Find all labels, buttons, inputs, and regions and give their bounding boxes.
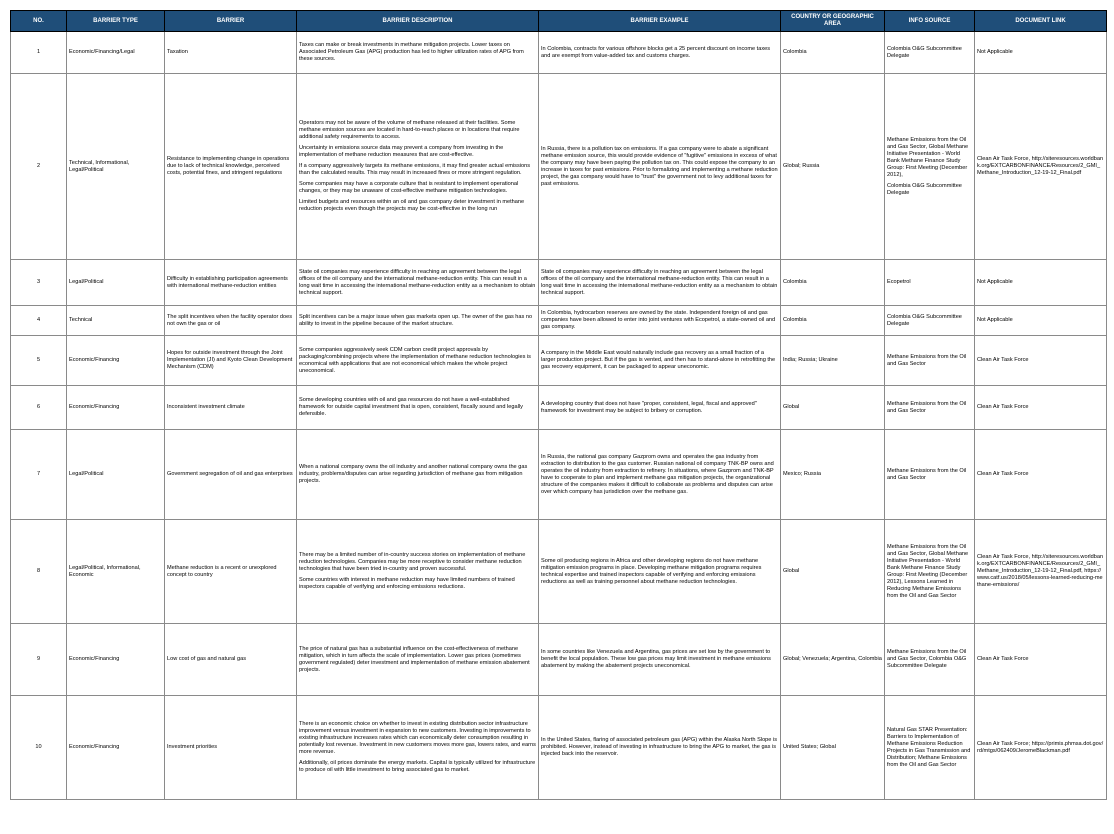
cell-document-link[interactable]: Clean Air Task Force, http://siteresources.worldbank.org/EXTCARBONFINANCE/Resources/2_GMI_Methane_Introduction_12-19-12_Final.pdf, https://www.catf.us/2018/05/lessons-learned-reducing-methane-emissions/	[975, 520, 1107, 624]
cell-info-source-paragraph: Colombia O&G Subcommittee Delegate	[887, 45, 962, 59]
col-header-barrier-description[interactable]: BARRIER DESCRIPTION	[297, 11, 539, 32]
cell-info-source[interactable]	[885, 260, 975, 306]
cell-no[interactable]: 1	[11, 32, 67, 74]
cell-country[interactable]: Global; Russia	[781, 74, 885, 260]
col-header-barrier-example[interactable]: BARRIER EXAMPLE	[539, 11, 781, 32]
col-header-document-link[interactable]: DOCUMENT LINK	[975, 11, 1107, 32]
table-row	[11, 32, 1107, 74]
cell-barrier[interactable]: Low cost of gas and natural gas	[165, 624, 297, 696]
cell-barrier-example[interactable]: Some oil producing regions in Africa and other developing regions do not have methane mitigation emission programs in place. Developing methane mitigation programs requires technical expertise and trained inspectors capable of verifying and enforcing emissions reductions as well as training personnel about methane reduction technologies.	[539, 520, 781, 624]
cell-barrier-description[interactable]	[297, 624, 539, 696]
cell-barrier-description-paragraph: Some developing countries with oil and gas resources do not have a well-established framework for outside capital investment that is open, consistent, fiscally sound and legally defensible.	[299, 397, 523, 417]
cell-no[interactable]: 6	[11, 386, 67, 430]
cell-info-source-paragraph: Natural Gas STAR Presentation: Barriers to Implementation of Methane Emissions Reduction Projects in Gas Transmission and Distribution; Methane Emissions from the Oil and Gas Sector	[887, 726, 971, 768]
cell-country[interactable]: Colombia	[781, 32, 885, 74]
cell-barrier[interactable]: Inconsistent investment climate	[165, 386, 297, 430]
cell-info-source[interactable]	[885, 430, 975, 520]
cell-barrier-description-paragraph: Operators may not be aware of the volume of methane released at their facilities. Some methane emission sources are located in hard-to-reach places or in locations that require additional safety requirements to access.	[299, 120, 520, 140]
cell-info-source-paragraph: Methane Emissions from the Oil and Gas Sector	[887, 353, 967, 367]
cell-country[interactable]: Global	[781, 386, 885, 430]
cell-barrier-description[interactable]	[297, 696, 539, 800]
cell-document-link[interactable]: Not Applicable	[975, 260, 1107, 306]
table-row	[11, 260, 1107, 306]
cell-barrier[interactable]: The split incentives when the facility operator does not own the gas or oil	[165, 306, 297, 336]
cell-country[interactable]: India; Russia; Ukraine	[781, 336, 885, 386]
cell-barrier-description-paragraph: The price of natural gas has a substantial influence on the cost-effectiveness of methane mitigation, which in turn affects the scale of implementation. Lower gas prices (sometimes government regulated) deter investment and implementation of methane emission abatement projects.	[299, 645, 530, 673]
cell-info-source-paragraph: Methane Emissions from the Oil and Gas Sector, Global Methane Initiative Presentation - World Bank Methane Finance Study Group: First Meeting (December 2012),	[887, 136, 969, 178]
cell-document-link[interactable]: Clean Air Task Force, http://siteresources.worldbank.org/EXTCARBONFINANCE/Resources/2_GMI_Methane_Introduction_12-19-12_Final.pdf	[975, 74, 1107, 260]
cell-barrier-description[interactable]	[297, 430, 539, 520]
cell-barrier-description-paragraph: Taxes can make or break investments in methane mitigation projects. Lower taxes on Associated Petroleum Gas (APG) production has led to higher utilization rates of APG from these sources.	[299, 42, 524, 62]
cell-document-link[interactable]: Not Applicable	[975, 32, 1107, 74]
cell-barrier-example[interactable]: In Russia, there is a pollution tax on emissions. If a gas company were to abate a significant methane emission source, this would provide evidence of "fugitive" emissions in excess of what the company may have been paying the pollution tax on. This could expose the company to an increase in taxes for past emissions. Prior to formalizing and implementing a methane reduction project, the gas company would have to "trust" the government not to levy additional taxes for past emissions.	[539, 74, 781, 260]
cell-barrier-type[interactable]: Economic/Financing	[67, 386, 165, 430]
cell-barrier-type[interactable]: Economic/Financing/Legal	[67, 32, 165, 74]
cell-barrier-description-paragraph: State oil companies may experience difficulty in reaching an agreement between the legal offices of the oil company and the international methane-reduction entity. This can result in a long wait time in accessing the international methane-reduction entity as a mechanism to obtain technical support.	[299, 268, 536, 296]
col-header-country[interactable]: COUNTRY OR GEOGRAPHIC AREA	[781, 11, 885, 32]
cell-barrier-example[interactable]: State oil companies may experience difficulty in reaching an agreement between the legal offices of the oil company and the international methane-reduction entity. This can result in a long wait time in accessing the international methane-reduction entity as a mechanism to obtain technical support.	[539, 260, 781, 306]
cell-barrier-description[interactable]	[297, 336, 539, 386]
cell-barrier-example[interactable]: In Russia, the national gas company Gazprom owns and operates the gas industry from extraction to distribution to the gas customer. Russian national oil company TNK-BP owns and operates the oil industry from extraction to refinery. In situations, where Gazprom and TNK-BP have to cooperate to plan and implement methane gas mitigation projects, the organizational structure of the companies makes it difficult to collaborate as problems and disputes can arise over which company has jurisdiction over the methane gas.	[539, 430, 781, 520]
cell-barrier-description[interactable]	[297, 260, 539, 306]
cell-no[interactable]: 7	[11, 430, 67, 520]
cell-barrier-example[interactable]: In Colombia, hydrocarbon reserves are owned by the state. Independent foreign oil and gas companies have been allowed to enter into joint ventures with Ecopetrol, a state-owned oil and gas company.	[539, 306, 781, 336]
cell-barrier-description-paragraph: Limited budgets and resources within an oil and gas company deter investment in methane reduction projects even though the projects may be cost-effective in the long run	[299, 199, 525, 212]
cell-barrier[interactable]: Methane reduction is a recent or unexplored concept to country	[165, 520, 297, 624]
cell-info-source[interactable]	[885, 386, 975, 430]
cell-barrier-description[interactable]	[297, 74, 539, 260]
cell-barrier-type[interactable]: Technical	[67, 306, 165, 336]
table-row	[11, 336, 1107, 386]
cell-barrier-type[interactable]: Legal/Political, Informational, Economic	[67, 520, 165, 624]
cell-barrier-description-paragraph: When a national company owns the oil industry and another national company owns the gas industry, problems/disputes can arise regarding jurisdiction of methane gas from mitigation projects.	[299, 464, 528, 484]
cell-country[interactable]: Mexico; Russia	[781, 430, 885, 520]
cell-info-source-paragraph: Ecopetrol	[887, 279, 911, 285]
cell-country[interactable]: United States; Global	[781, 696, 885, 800]
cell-barrier-example[interactable]: A company in the Middle East would naturally include gas recovery as a small fraction of a larger production project. But if the gas is vented, and then has to stand-alone in retrofitting the gas recovery equipment, it can be packaged to appear uneconomic.	[539, 336, 781, 386]
cell-barrier-type[interactable]: Legal/Political	[67, 260, 165, 306]
spreadsheet	[10, 10, 1106, 800]
cell-info-source-paragraph: Methane Emissions from the Oil and Gas Sector	[887, 400, 967, 414]
cell-barrier-description-paragraph: There is an economic choice on whether to invest in existing distribution sector infrastructure improvement versus investment in expansion to new customers. Investing in improvements to existing infrastructure increases rates which can economically deter consumption resulting in potentially lost revenue. Investment in new customers moves more gas, lowers rates, and earns more revenue.	[299, 721, 536, 755]
cell-info-source-paragraph: Methane Emissions from the Oil and Gas Sector, Global Methane Initiative Presentation - World Bank Methane Finance Study Group: First Meeting (December 2012), Lessons Learned in Reducing Methane Emissions from the Oil and Gas Sector	[887, 543, 969, 599]
cell-barrier[interactable]: Government segregation of oil and gas enterprises	[165, 430, 297, 520]
cell-barrier-type[interactable]: Economic/Financing	[67, 624, 165, 696]
cell-barrier-type[interactable]: Legal/Political	[67, 430, 165, 520]
cell-barrier-description[interactable]	[297, 520, 539, 624]
cell-no[interactable]: 4	[11, 306, 67, 336]
table-row	[11, 386, 1107, 430]
cell-barrier-description[interactable]	[297, 32, 539, 74]
barriers-table	[10, 10, 1107, 800]
cell-country[interactable]: Colombia	[781, 260, 885, 306]
cell-document-link[interactable]: Clean Air Task Force	[975, 386, 1107, 430]
cell-barrier-example[interactable]: In some countries like Venezuela and Argentina, gas prices are set low by the government to benefit the local population. These low gas prices may limit investment in methane emissions abatement by making the abatement projects uneconomical.	[539, 624, 781, 696]
table-row	[11, 306, 1107, 336]
cell-document-link[interactable]: Clean Air Task Force	[975, 430, 1107, 520]
cell-barrier-description-paragraph: Uncertainty in emissions source data may prevent a company from investing in the implementation of methane reduction measures that are cost-effective.	[299, 145, 504, 158]
table-row	[11, 74, 1107, 260]
cell-info-source[interactable]	[885, 32, 975, 74]
cell-info-source[interactable]	[885, 336, 975, 386]
cell-barrier-example[interactable]: In Colombia, contracts for various offshore blocks get a 25 percent discount on income taxes and are exempt from value-added tax and customs charges.	[539, 32, 781, 74]
cell-document-link[interactable]: Not Applicable	[975, 306, 1107, 336]
cell-barrier-type[interactable]: Technical, Informational, Legal/Political	[67, 74, 165, 260]
cell-barrier-type[interactable]: Economic/Financing	[67, 336, 165, 386]
cell-barrier-description[interactable]	[297, 306, 539, 336]
cell-document-link[interactable]: Clean Air Task Force	[975, 624, 1107, 696]
cell-barrier[interactable]: Taxation	[165, 32, 297, 74]
cell-info-source-paragraph: Methane Emissions from the Oil and Gas Sector, Colombia O&G Subcommittee Delegate	[887, 649, 967, 669]
table-body	[11, 32, 1107, 800]
table-row	[11, 696, 1107, 800]
cell-barrier-description-paragraph: Split incentives can be a major issue when gas markets open up. The owner of the gas has no ability to invest in the pipeline because of the market structure.	[299, 313, 533, 327]
cell-barrier-description-paragraph: Some companies aggressively seek CDM carbon credit project approvals by packaging/combining projects where the implementation of methane reduction technologies is economical with applications that are not economical which makes the whole project uneconomical.	[299, 346, 531, 374]
cell-info-source[interactable]	[885, 74, 975, 260]
cell-barrier-description-paragraph: Additionally, oil prices dominate the energy markets. Capital is typically utilized for infrastructure to produce oil with little investment to bring associated gas to market.	[299, 760, 536, 773]
col-header-barrier-type[interactable]: BARRIER TYPE	[67, 11, 165, 32]
cell-info-source-paragraph: Colombia O&G Subcommittee Delegate	[887, 182, 962, 196]
table-row	[11, 430, 1107, 520]
cell-no[interactable]: 5	[11, 336, 67, 386]
cell-barrier[interactable]: Difficulty in establishing participation agreements with international methane-reduction entities	[165, 260, 297, 306]
table-row	[11, 520, 1107, 624]
cell-barrier[interactable]: Hopes for outside investment through the Joint Implementation (JI) and Kyoto Clean Development Mechanism (CDM)	[165, 336, 297, 386]
cell-info-source[interactable]	[885, 306, 975, 336]
cell-info-source[interactable]	[885, 624, 975, 696]
cell-country[interactable]: Global; Venezuela; Argentina, Colombia	[781, 624, 885, 696]
cell-barrier[interactable]: Investment priorities	[165, 696, 297, 800]
cell-no[interactable]: 2	[11, 74, 67, 260]
table-row	[11, 624, 1107, 696]
cell-barrier-example[interactable]: A developing country that does not have "proper, consistent, legal, fiscal and approved" framework for investment may be subject to bribery or corruption.	[539, 386, 781, 430]
cell-barrier-description[interactable]	[297, 386, 539, 430]
cell-barrier-description-paragraph: Some companies may have a corporate culture that is resistant to implement operational changes, or they may be unaware of cost-effective methane mitigation technologies.	[299, 181, 519, 194]
cell-no[interactable]: 10	[11, 696, 67, 800]
col-header-barrier[interactable]: BARRIER	[165, 11, 297, 32]
cell-no[interactable]: 8	[11, 520, 67, 624]
cell-document-link[interactable]: Clean Air Task Force; https://primis.phmsa.dot.gov/rd/mtgs/062409/JeromeBlackman.pdf	[975, 696, 1107, 800]
cell-country[interactable]: Global	[781, 520, 885, 624]
cell-barrier-description-paragraph: If a company aggressively targets its methane emissions, it may find greater actual emissions than the calculated results. This may result in increased fines or more stringent regulation.	[299, 163, 530, 176]
col-header-info-source[interactable]: INFO SOURCE	[885, 11, 975, 32]
cell-country[interactable]: Colombia	[781, 306, 885, 336]
cell-barrier-description-paragraph: There may be a limited number of in-country success stories on implementation of methane reduction technologies. Companies may be more receptive to consider methane reduction technologies that have been tried in-country and proven successful.	[299, 552, 526, 572]
cell-barrier-type[interactable]: Economic/Financing	[67, 696, 165, 800]
cell-barrier-example[interactable]: In the United States, flaring of associated petroleum gas (APG) within the Alaska North Slope is prohibited. However, instead of investing in infrastructure to bring the APG to market, the gas is injected back into the reservoir.	[539, 696, 781, 800]
cell-barrier-description-paragraph: Some countries with interest in methane reduction may have limited numbers of trained inspectors capable of verifying and enforcing emissions reductions.	[299, 577, 515, 590]
cell-info-source-paragraph: Colombia O&G Subcommittee Delegate	[887, 313, 962, 327]
cell-info-source[interactable]	[885, 520, 975, 624]
col-header-no[interactable]: NO.	[11, 11, 67, 32]
cell-info-source[interactable]	[885, 696, 975, 800]
cell-document-link[interactable]: Clean Air Task Force	[975, 336, 1107, 386]
cell-no[interactable]: 9	[11, 624, 67, 696]
cell-barrier[interactable]: Resistance to implementing change in operations due to lack of technical knowledge, perceived costs, potential fines, and stringent regulations	[165, 74, 297, 260]
header-row	[11, 11, 1107, 32]
cell-info-source-paragraph: Methane Emissions from the Oil and Gas Sector	[887, 467, 967, 481]
cell-no[interactable]: 3	[11, 260, 67, 306]
